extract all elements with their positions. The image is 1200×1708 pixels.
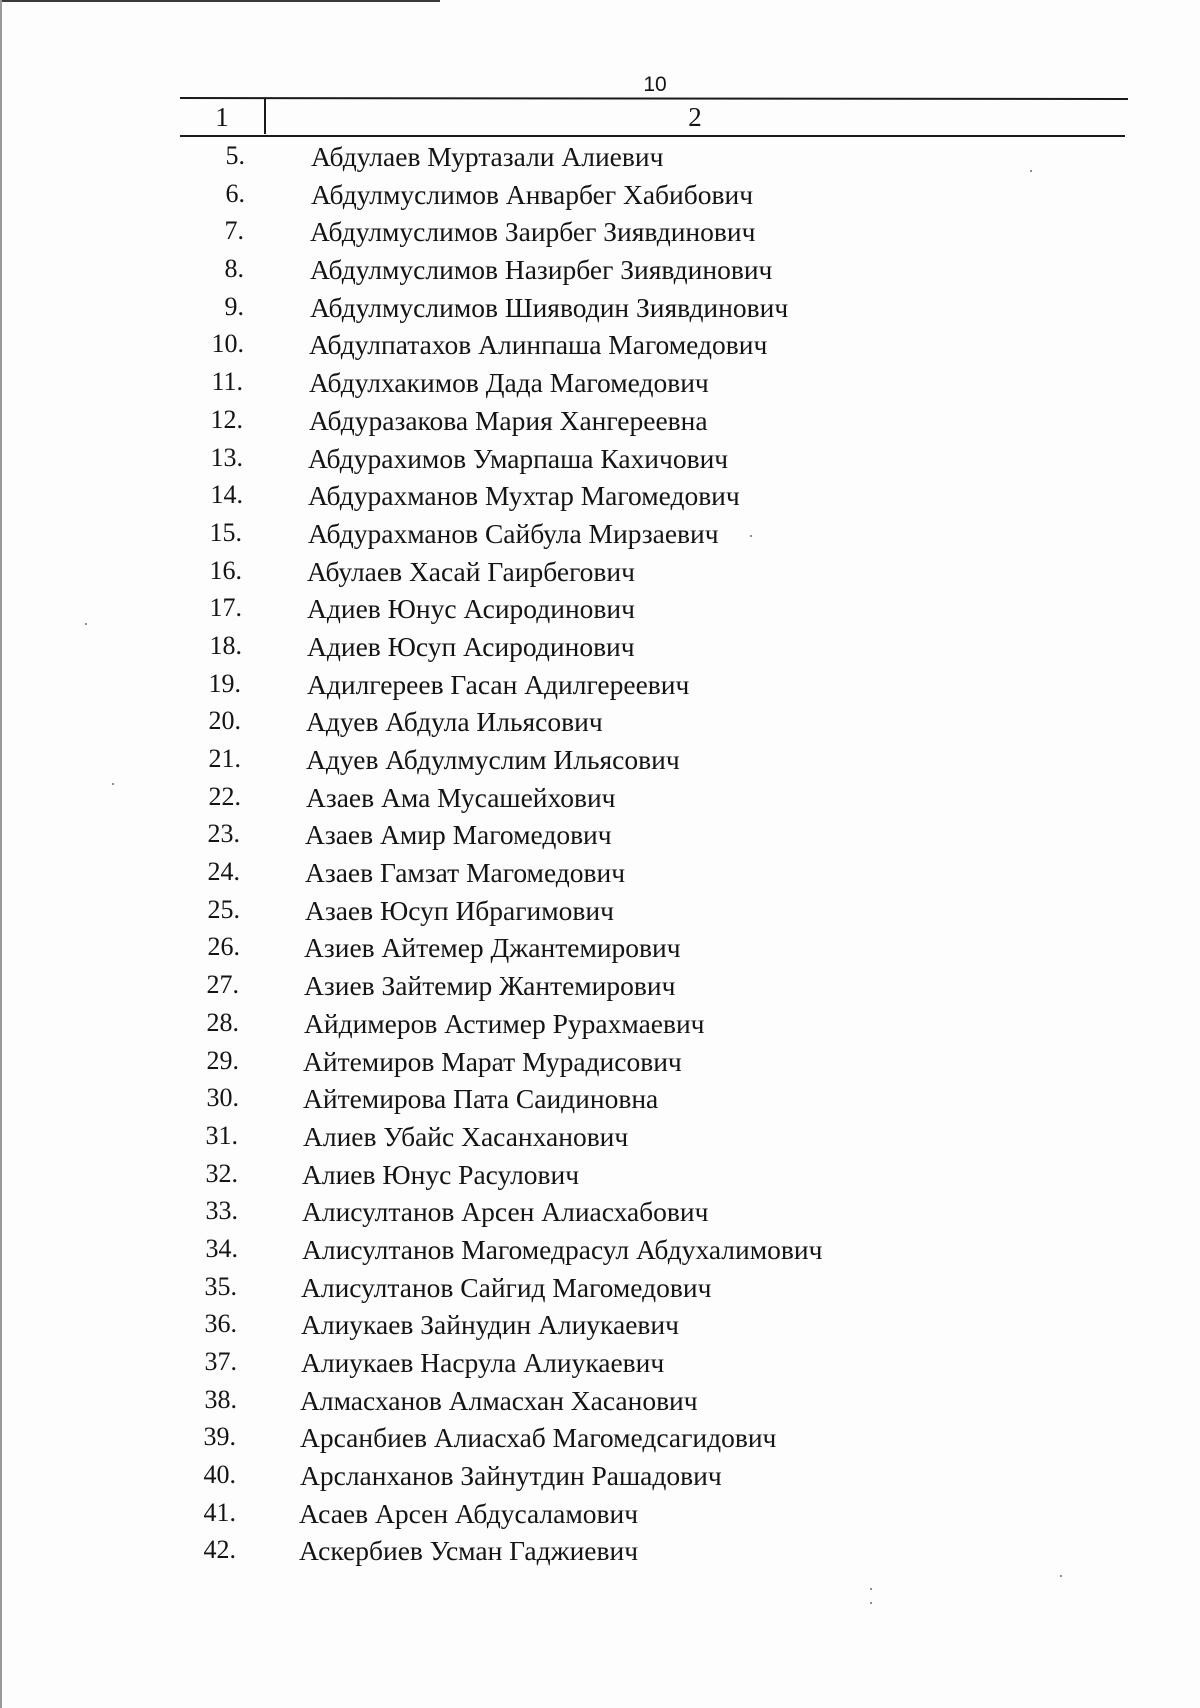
list-item-number: 38. xyxy=(204,1384,237,1414)
list-item xyxy=(0,704,1200,742)
list-item-number: 29. xyxy=(206,1045,239,1075)
list-item-number: 5. xyxy=(225,141,245,170)
list-item-number: 9. xyxy=(224,291,244,321)
list-item xyxy=(0,780,1200,818)
list-item-number: 35. xyxy=(204,1271,237,1301)
list-item-name: Азаев Амир Магомедович xyxy=(305,819,612,851)
list-item-number: 21. xyxy=(208,744,241,773)
list-item-name: Абдулаев Муртазали Алиевич xyxy=(311,141,664,172)
list-item-name: Алмасханов Алмасхан Хасанович xyxy=(300,1384,698,1416)
table-header-col-name: 2 xyxy=(688,102,702,132)
scan-speck xyxy=(112,783,114,785)
list-item-name: Алиукаев Зайнудин Алиукаевич xyxy=(301,1309,679,1341)
list-item xyxy=(0,554,1200,592)
list-item-name: Аскербиев Усман Гаджиевич xyxy=(299,1535,639,1567)
list-item xyxy=(0,1533,1200,1571)
list-item-name: Айтемиров Марат Мурадисович xyxy=(303,1045,682,1077)
scan-speck xyxy=(1060,1575,1062,1577)
list-item-number: 33. xyxy=(205,1196,238,1226)
list-item-number: 23. xyxy=(207,819,240,849)
list-item xyxy=(0,968,1200,1006)
list-item xyxy=(0,177,1200,215)
list-item xyxy=(0,365,1200,403)
list-item-name: Абдулмуслимов Шияводин Зиявдинович xyxy=(310,291,789,323)
list-item xyxy=(0,1420,1200,1458)
list-item-number: 42. xyxy=(203,1535,236,1565)
list-item-number: 13. xyxy=(210,442,243,472)
list-item-number: 18. xyxy=(209,630,242,660)
list-item-name: Азаев Юсуп Ибрагимович xyxy=(305,894,614,926)
list-item-number: 41. xyxy=(203,1497,236,1527)
list-item-number: 26. xyxy=(207,932,240,962)
list-item-name: Абдурахманов Сайбула Мирзаевич xyxy=(308,517,719,549)
list-item xyxy=(0,290,1200,328)
page-number: 10 xyxy=(643,73,667,96)
list-item-number: 34. xyxy=(205,1233,238,1263)
list-item xyxy=(0,327,1200,365)
list-item-number: 19. xyxy=(208,668,241,698)
scan-speck xyxy=(870,1602,872,1604)
list-item-number: 25. xyxy=(207,894,240,924)
list-item-number: 36. xyxy=(204,1309,237,1339)
list-item-number: 14. xyxy=(210,480,243,510)
list-item-name: Адуев Абдула Ильясович xyxy=(306,706,603,738)
list-item xyxy=(0,667,1200,705)
list-item-name: Айтемирова Пата Саидиновна xyxy=(303,1083,659,1115)
list-item-number: 40. xyxy=(203,1460,236,1490)
list-item-number: 31. xyxy=(205,1120,238,1150)
list-item-name: Абдурахманов Мухтар Магомедович xyxy=(308,480,740,512)
scan-border-top xyxy=(0,0,440,2)
list-item-name: Арсанбиев Алиасхаб Магомедсагидович xyxy=(300,1422,777,1454)
list-item xyxy=(0,516,1200,554)
list-item-number: 39. xyxy=(203,1422,236,1452)
scan-speck xyxy=(870,1588,872,1590)
list-item-name: Адилгереев Гасан Адилгереевич xyxy=(307,668,690,700)
list-item-name: Абдулхакимов Дада Магомедович xyxy=(309,367,709,399)
list-item-number: 32. xyxy=(205,1158,238,1188)
list-item xyxy=(0,930,1200,968)
list-item-name: Алисултанов Арсен Алиасхабович xyxy=(302,1196,709,1228)
list-item-name: Азиев Зайтемир Жантемирович xyxy=(304,970,676,1002)
list-item-name: Адиев Юсуп Асиродинович xyxy=(307,630,635,662)
list-item-name: Азаев Гамзат Магомедович xyxy=(305,857,626,889)
list-item xyxy=(0,1307,1200,1345)
list-item xyxy=(0,855,1200,893)
list-item-number: 10. xyxy=(211,329,244,359)
list-item-number: 17. xyxy=(209,593,242,623)
list-item-name: Алисултанов Сайгид Магомедович xyxy=(301,1271,712,1303)
list-item-name: Асаев Арсен Абдусаламович xyxy=(299,1497,639,1529)
list-item-name: Алиукаев Насрула Алиукаевич xyxy=(301,1347,665,1378)
list-item-name: Алиев Юнус Расулович xyxy=(302,1158,580,1190)
list-item xyxy=(0,629,1200,667)
list-item xyxy=(0,1270,1200,1308)
list-item-number: 6. xyxy=(225,178,245,208)
list-item-name: Адиев Юнус Асиродинович xyxy=(307,593,635,625)
list-item-number: 27. xyxy=(206,970,239,1000)
list-item xyxy=(0,893,1200,931)
list-item xyxy=(0,1006,1200,1044)
list-item xyxy=(0,1044,1200,1082)
list-item xyxy=(0,1232,1200,1270)
list-item-name: Абдулмуслимов Назирбег Зиявдинович xyxy=(310,254,773,286)
list-item-name: Абдулмуслимов Заирбег Зиявдинович xyxy=(310,216,756,248)
list-item-name: Алиев Убайс Хасанханович xyxy=(303,1120,629,1152)
list-item-name: Айдимеров Астимер Рурахмаевич xyxy=(304,1007,705,1039)
list-item-number: 24. xyxy=(207,857,240,887)
list-item xyxy=(0,1345,1200,1383)
list-item-number: 20. xyxy=(208,706,241,736)
list-item-number: 22. xyxy=(208,781,241,811)
name-list xyxy=(0,139,1200,1571)
list-item xyxy=(0,1081,1200,1119)
list-item-name: Арсланханов Зайнутдин Рашадович xyxy=(300,1460,722,1492)
list-item xyxy=(0,1194,1200,1232)
list-item xyxy=(0,252,1200,290)
list-item-number: 37. xyxy=(204,1347,237,1376)
list-item xyxy=(0,1458,1200,1496)
list-item-name: Абулаев Хасай Гаирбегович xyxy=(307,555,635,587)
list-item-name: Адуев Абдулмуслим Ильясович xyxy=(306,744,680,775)
list-item xyxy=(0,1119,1200,1157)
scan-speck xyxy=(85,623,87,625)
list-item-number: 11. xyxy=(211,367,243,397)
list-item xyxy=(0,214,1200,252)
list-item xyxy=(0,1157,1200,1195)
list-item-number: 28. xyxy=(206,1007,239,1037)
list-item xyxy=(0,742,1200,780)
list-item-number: 30. xyxy=(206,1083,239,1113)
list-item-name: Абдуразакова Мария Хангереевна xyxy=(309,404,708,436)
list-item xyxy=(0,1496,1200,1534)
list-item-number: 15. xyxy=(209,517,242,547)
list-item-number: 7. xyxy=(224,216,244,246)
list-item-name: Абдулмуслимов Анварбег Хабибович xyxy=(311,178,754,210)
scan-speck xyxy=(750,535,752,537)
table-header-col-number: 1 xyxy=(215,102,229,132)
list-item-number: 12. xyxy=(210,404,243,434)
list-item-number: 16. xyxy=(209,555,242,585)
scan-speck xyxy=(1030,170,1032,172)
list-item xyxy=(0,403,1200,441)
list-item xyxy=(0,591,1200,629)
list-item-name: Алисултанов Магомедрасул Абдухалимович xyxy=(302,1233,823,1265)
list-item xyxy=(0,441,1200,479)
list-item-number: 8. xyxy=(224,254,244,284)
table-header-bottom-rule xyxy=(180,135,1125,137)
list-item-name: Азиев Айтемер Джантемирович xyxy=(304,932,681,964)
list-item xyxy=(0,817,1200,855)
list-item-name: Абдурахимов Умарпаша Кахичович xyxy=(308,442,729,474)
table-header-column-divider xyxy=(264,98,266,134)
list-item xyxy=(0,139,1200,177)
list-item-name: Азаев Ама Мусашейхович xyxy=(306,781,616,813)
list-item xyxy=(0,478,1200,516)
list-item xyxy=(0,1383,1200,1421)
list-item-name: Абдулпатахов Алинпаша Магомедович xyxy=(309,329,768,361)
